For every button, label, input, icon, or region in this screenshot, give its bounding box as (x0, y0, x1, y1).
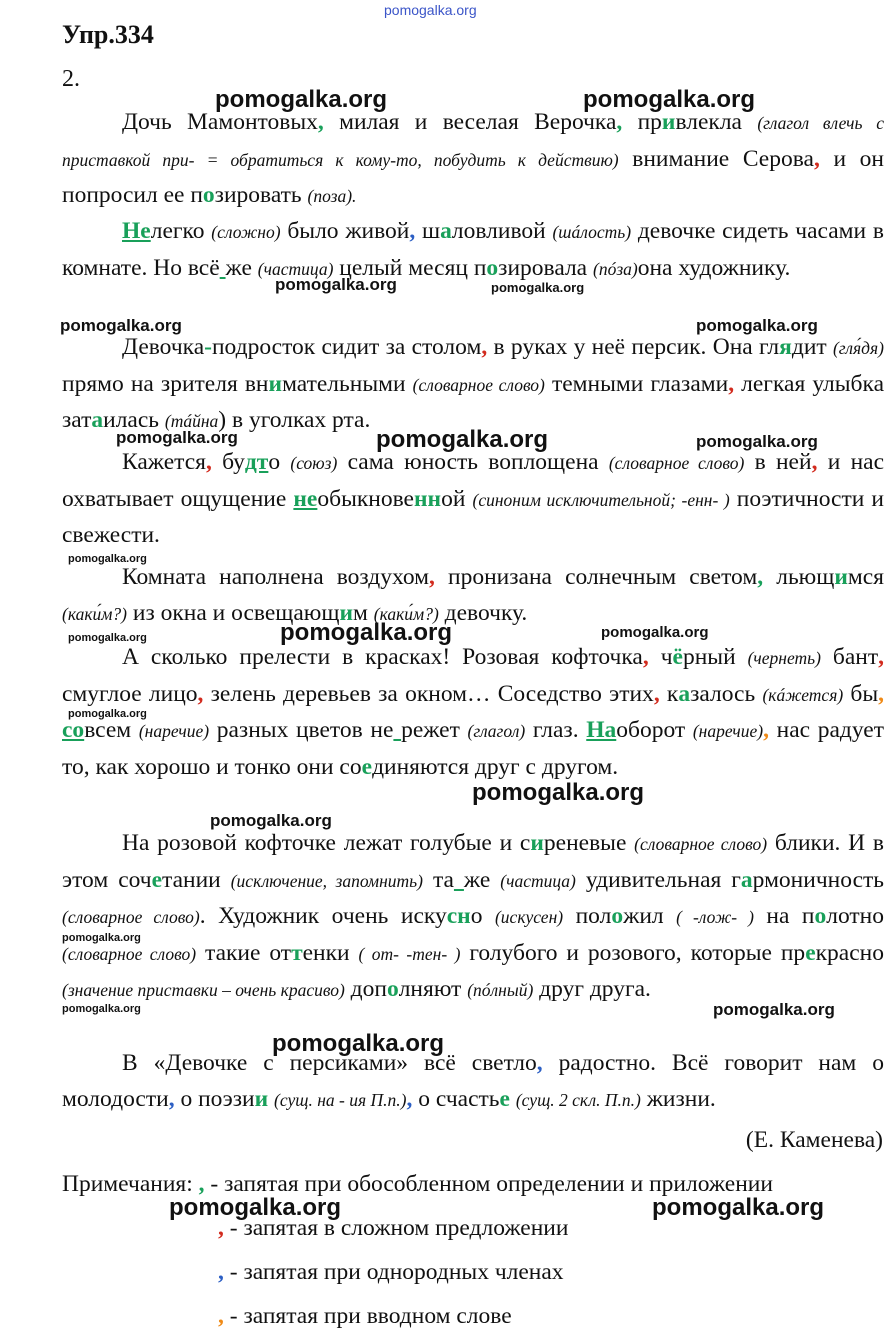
highlighted-fragment: и (530, 830, 544, 856)
note-mark-3: , (218, 1259, 224, 1285)
text-fragment: голубого и розового, которые пр (460, 939, 806, 966)
text-fragment: же (225, 254, 258, 281)
watermark: pomogalka.org (601, 624, 709, 641)
highlighted-fragment: , (197, 680, 204, 707)
highlighted-fragment: о (486, 254, 499, 281)
text-fragment: А сколько прелести в красках! Розовая кофточка (122, 644, 643, 670)
highlighted-fragment: , (757, 564, 764, 590)
highlighted-fragment (393, 717, 401, 743)
highlighted-fragment: нн (414, 485, 442, 512)
grammar-note: (каки́м?) (62, 603, 128, 624)
text-fragment: в руках у неё персик. Она гл (487, 334, 780, 360)
watermark-top: pomogalka.org (384, 2, 477, 18)
watermark: pomogalka.org (62, 1003, 141, 1015)
text-fragment: рмоничность (752, 866, 884, 893)
watermark: pomogalka.org (696, 316, 818, 335)
text-fragment: льющ (763, 564, 835, 590)
text-fragment: о (470, 903, 495, 929)
text-fragment: Дочь Мамонтовых (122, 109, 318, 135)
text-fragment: пронизана солнечным светом (434, 564, 758, 590)
grammar-note: ( -лож- ) (676, 907, 754, 927)
text-fragment: мательными (282, 370, 413, 397)
text-fragment: нас радует то, как хорошо и тонко они со (62, 717, 884, 780)
text-fragment: ш (415, 218, 441, 244)
text-fragment: удивительная г (575, 866, 741, 893)
text-fragment: пр (622, 109, 662, 135)
grammar-note: (синоним исключительной; -енн- ) (472, 489, 730, 510)
watermark: pomogalka.org (60, 316, 182, 335)
highlighted-fragment: а (440, 218, 452, 244)
watermark: pomogalka.org (652, 1194, 825, 1221)
grammar-note: (пóлный) (467, 980, 534, 1000)
grammar-note: (сущ. на - ия П.п.) (274, 1089, 407, 1110)
note-mark-4: , (218, 1303, 224, 1329)
text-fragment: Девочка (122, 334, 205, 360)
watermark: pomogalka.org (68, 553, 147, 565)
watermark: pomogalka.org (215, 86, 388, 113)
paragraph-4 (62, 445, 884, 554)
grammar-note: (тáйна (164, 411, 219, 431)
highlighted-fragment: и (254, 1085, 269, 1112)
note-text-2: - запятая в сложном предложении (223, 1215, 569, 1241)
watermark: pomogalka.org (275, 275, 397, 294)
highlighted-fragment: , (536, 1050, 543, 1076)
grammar-note: (чернеть) (747, 648, 821, 668)
highlighted-fragment: , (653, 680, 660, 707)
grammar-note: (пóза) (593, 258, 638, 279)
paragraph-5 (62, 560, 884, 632)
text-fragment: диняются друг с другом. (372, 753, 619, 780)
highlighted-fragment: е (499, 1085, 510, 1112)
text-fragment: из окна и освещающ (127, 599, 340, 626)
text-fragment: глаз. (525, 717, 587, 743)
text-fragment: пол (563, 903, 612, 929)
notes-line-4 (218, 1303, 512, 1330)
text-fragment: радостно. Всё говорит нам о молодости (62, 1050, 885, 1112)
note-mark-2: , (218, 1215, 224, 1241)
watermark: pomogalka.org (68, 632, 147, 644)
paragraph-6 (62, 640, 884, 785)
watermark: pomogalka.org (272, 1030, 445, 1057)
highlighted-fragment: е (805, 939, 816, 966)
grammar-note: (искусен) (494, 907, 564, 927)
highlighted-fragment: а (740, 866, 753, 893)
grammar-note: (исключение, запомнить) (230, 870, 423, 891)
note-mark-1: , (198, 1171, 205, 1197)
note-text-4: - запятая при вводном слове (223, 1303, 512, 1329)
grammar-note: (частица) (257, 258, 334, 279)
grammar-note: (союз) (290, 453, 338, 473)
text-fragment: о поэзи (174, 1085, 255, 1112)
highlighted-fragment: , (811, 449, 818, 475)
grammar-note: (глагол) (467, 721, 526, 741)
text-fragment: лняют (398, 976, 468, 1002)
highlighted-fragment: а (91, 407, 104, 433)
text-fragment: илась (103, 407, 165, 433)
text-fragment: такие от (196, 939, 292, 966)
text-fragment: зелень деревьев за окном… Соседство этих (203, 680, 654, 707)
watermark: pomogalka.org (68, 708, 147, 720)
highlighted-fragment: я (779, 334, 792, 360)
watermark: pomogalka.org (116, 428, 238, 447)
text-fragment: ой (441, 485, 473, 512)
highlighted-fragment: , (317, 109, 324, 135)
text-fragment: друг друга. (533, 976, 651, 1002)
highlighted-fragment: дт (244, 449, 269, 475)
grammar-note: (наречие) (692, 721, 764, 741)
highlighted-fragment: , (406, 1085, 413, 1112)
text-fragment: в ней (744, 449, 812, 475)
highlighted-fragment: сн (446, 903, 471, 929)
paragraph-2 (62, 214, 884, 287)
watermark: pomogalka.org (472, 779, 645, 806)
text-fragment: милая и веселая Верочка (323, 109, 617, 135)
text-fragment: поэтичности и свежести. (62, 485, 884, 548)
text-fragment: бы (843, 680, 879, 707)
text-fragment: режет (401, 717, 468, 743)
highlighted-fragment: о (814, 903, 827, 929)
text-fragment: целый месяц п (333, 254, 487, 281)
grammar-note: (наречие) (138, 721, 210, 741)
text-fragment: внимание Серова (618, 145, 814, 172)
text-fragment: зировала (498, 254, 593, 281)
paragraph-3 (62, 330, 884, 440)
grammar-note: (словарное слово) (634, 834, 768, 854)
text-fragment: рный (682, 644, 748, 670)
highlighted-fragment: , (763, 717, 769, 743)
text-fragment: к (659, 680, 679, 707)
highlighted-fragment: т (291, 939, 303, 966)
watermark: pomogalka.org (169, 1194, 342, 1221)
text-fragment: оборот (616, 717, 693, 743)
note-text-3: - запятая при однородных членах (223, 1259, 564, 1285)
text-fragment: легкая улыбка зат (62, 370, 885, 433)
highlighted-fragment: и (268, 370, 283, 397)
text-fragment: и нас охватывает ощущение (62, 449, 885, 512)
text-fragment: легко (150, 218, 212, 244)
highlighted-fragment: , (616, 109, 623, 135)
text-fragment: она художнику. (637, 254, 791, 281)
text-fragment: о счасть (412, 1085, 500, 1112)
watermark: pomogalka.org (491, 280, 585, 295)
text-fragment: ловливой (451, 218, 553, 244)
highlighted-fragment: ё (672, 644, 683, 670)
grammar-note: (словарное слово) (62, 943, 197, 964)
text-fragment: дит (791, 334, 833, 360)
grammar-note: (сложно) (211, 222, 281, 242)
notes-line-3 (218, 1259, 564, 1286)
grammar-note: ( от- -тен- ) (358, 943, 461, 964)
text-fragment: . Художник очень иску (199, 903, 447, 929)
text-fragment: Комната наполнена воздухом (122, 564, 430, 590)
watermark: pomogalka.org (280, 619, 453, 646)
text-fragment: тании (162, 866, 231, 893)
paragraph-1 (62, 105, 884, 215)
text-fragment: на п (753, 903, 815, 929)
highlighted-fragment: , (429, 564, 435, 590)
text-fragment: залось (690, 680, 763, 707)
highlighted-fragment: , (481, 334, 488, 360)
text-fragment: ) в уголках рта. (218, 407, 371, 433)
watermark: pomogalka.org (696, 432, 818, 451)
text-fragment: обыкнове (317, 485, 414, 512)
text-fragment: В «Девочке с персиками» всё светло (122, 1050, 537, 1076)
text-fragment: разных цветов не (209, 717, 394, 743)
paragraph-7 (62, 826, 884, 1009)
grammar-note: (гля́дя) (832, 338, 884, 358)
author-attribution: (Е. Каменева) (745, 1127, 883, 1153)
highlighted-fragment: , (409, 218, 416, 244)
grammar-note: (сущ. 2 скл. П.п.) (515, 1089, 641, 1110)
grammar-note: (поза). (307, 186, 357, 206)
text-fragment: подросток сидит за столом (211, 334, 482, 360)
highlighted-fragment: , (878, 680, 884, 707)
task-number: 2. (62, 66, 80, 92)
highlighted-fragment: о (202, 182, 215, 208)
grammar-note: (глагол влечь с приставкой при- = обратиться к кому-то, побудить к действию) (62, 113, 885, 170)
highlighted-fragment: На (586, 717, 617, 743)
paragraph-8 (62, 1046, 884, 1118)
text-fragment: было живой (280, 218, 410, 244)
text-fragment: зировать (214, 182, 308, 208)
watermark: pomogalka.org (713, 1000, 835, 1019)
text-fragment: девочку. (438, 599, 528, 626)
text-fragment: же (463, 866, 501, 893)
text-fragment: реневые (543, 830, 635, 856)
exercise-title: Упр.334 (62, 20, 154, 49)
highlighted-fragment: , (728, 370, 735, 397)
highlighted-fragment: не (293, 485, 318, 512)
text-fragment: лотно (826, 903, 885, 929)
text-fragment: енки (302, 939, 359, 966)
watermark: pomogalka.org (62, 932, 141, 944)
watermark: pomogalka.org (583, 86, 756, 113)
text-fragment: доп (344, 976, 387, 1002)
text-fragment: м (353, 599, 374, 626)
text-fragment: влекла (675, 109, 758, 135)
text-fragment: сама юность воплощена (337, 449, 609, 475)
text-fragment: и он попросил ее п (62, 145, 884, 208)
watermark: pomogalka.org (376, 426, 549, 453)
grammar-note: (частица) (500, 870, 576, 891)
watermark: pomogalka.org (210, 811, 332, 830)
grammar-note: (каки́м?) (373, 603, 439, 624)
text-fragment: смуглое лицо (62, 680, 198, 707)
highlighted-fragment: и (339, 599, 354, 626)
grammar-note: (значение приставки – очень красиво) (62, 980, 345, 1000)
highlighted-fragment: о (611, 903, 624, 929)
highlighted-fragment: е (361, 753, 373, 780)
highlighted-fragment: о (386, 976, 399, 1002)
highlighted-fragment (454, 867, 464, 893)
text-fragment: та (422, 866, 454, 893)
text-fragment: ч (648, 644, 673, 670)
grammar-note: (словарное слово) (412, 374, 545, 395)
highlighted-fragment: , (878, 644, 884, 670)
highlighted-fragment: со (62, 717, 85, 743)
text-fragment: блики. И в этом соч (62, 830, 884, 893)
text-fragment: бант (820, 644, 879, 670)
highlighted-fragment: а (678, 680, 691, 707)
highlighted-fragment: Не (122, 218, 151, 244)
notes-heading: Примечания: (62, 1171, 199, 1197)
text-fragment: темными глазами (544, 370, 729, 397)
grammar-note: (словарное слово) (608, 453, 745, 473)
text-fragment: Кажется (122, 449, 206, 475)
highlighted-fragment: , (168, 1085, 175, 1112)
text-fragment: мся (847, 564, 884, 590)
grammar-note: (словарное слово) (62, 907, 200, 927)
highlighted-fragment: е (151, 866, 163, 893)
note-text-1: - запятая при обособленном определении и приложении (204, 1171, 773, 1197)
text-fragment: жил (623, 903, 677, 929)
highlighted-fragment: , (205, 449, 212, 475)
grammar-note: (шáлость) (552, 222, 632, 242)
highlighted-fragment: и (661, 109, 676, 135)
grammar-note: (кáжется) (762, 684, 844, 705)
text-fragment: бу (211, 449, 245, 475)
text-fragment: прямо на зрителя вн (62, 370, 269, 397)
text-fragment: красно (815, 939, 884, 966)
highlighted-fragment: - (204, 334, 212, 360)
text-fragment: о (268, 449, 291, 475)
text-fragment: девочке сидеть часами в комнате. Но всё (62, 218, 884, 281)
text-fragment: На розовой кофточке лежат голубые и с (122, 830, 531, 856)
highlighted-fragment: , (813, 145, 820, 172)
text-fragment: всем (84, 717, 139, 743)
text-fragment: жизни. (640, 1085, 716, 1112)
highlighted-fragment: , (642, 644, 649, 670)
highlighted-fragment: и (834, 564, 848, 590)
